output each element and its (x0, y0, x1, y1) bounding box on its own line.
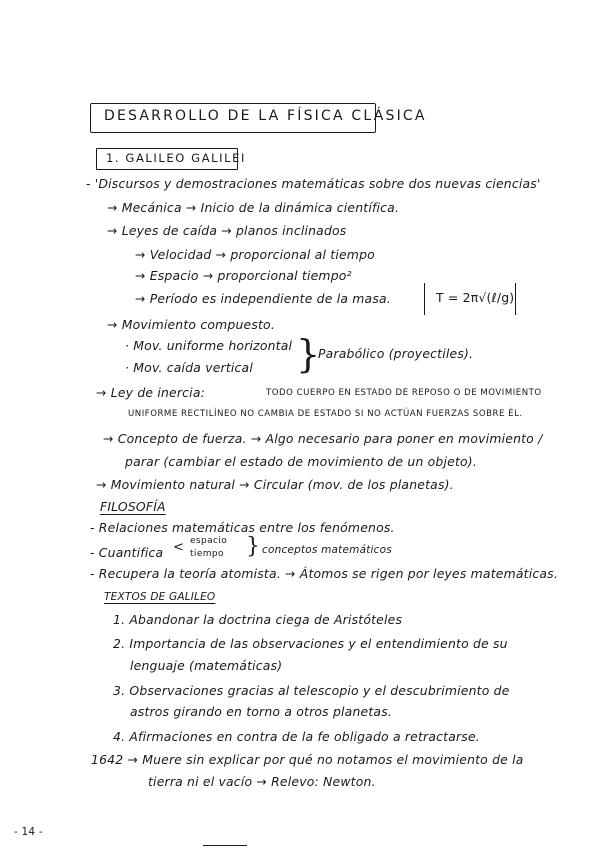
line-discursos: - 'Discursos y demostraciones matemáticas sobre dos nuevas ciencias' (86, 176, 541, 191)
line-relaciones: - Relaciones matemáticas entre los fenómenos. (90, 520, 395, 535)
page-number: - 14 - (14, 826, 43, 838)
line-recupera: - Recupera la teoría atomista. → Átomos se rigen por leyes matemáticas. (90, 566, 558, 581)
line-inercia-2: UNIFORME RECTILÍNEO NO CAMBIA DE ESTADO SI NO ACTÚAN FUERZAS SOBRE ÉL. (128, 409, 523, 419)
line-fuerza-2: parar (cambiar el estado de movimiento de un objeto). (125, 454, 477, 469)
line-mecanica: → Mecánica → Inicio de la dinámica científica. (107, 200, 400, 215)
line-velocidad: → Velocidad → proporcional al tiempo (135, 247, 375, 262)
line-movimiento-compuesto: → Movimiento compuesto. (107, 317, 275, 332)
line-1642a: 1642 → Muere sin explicar por qué no notamos el movimiento de la (91, 752, 524, 767)
pendulum-formula: T = 2π√(ℓ/g) (436, 290, 515, 305)
section-heading-galileo: 1. GALILEO GALILEI (106, 151, 247, 165)
less-than-brace: < (173, 540, 185, 555)
line-texto-2a: 2. Importancia de las observaciones y el entendimiento de su (113, 636, 508, 651)
label-tiempo: tiempo (190, 549, 224, 559)
heading-filosofia: FILOSOFÍA (100, 499, 166, 514)
line-texto-3a: 3. Observaciones gracias al telescopio y el descubrimiento de (113, 683, 510, 698)
line-mov-caida: · Mov. caída vertical (125, 360, 253, 375)
small-brace: } (246, 534, 260, 559)
line-cuantifica: - Cuantifica (90, 545, 164, 560)
line-texto-4: 4. Afirmaciones en contra de la fe obligado a retractarse. (113, 729, 480, 744)
line-movimiento-natural: → Movimiento natural → Circular (mov. de los planetas). (96, 477, 454, 492)
line-1642b: tierra ni el vacío → Relevo: Newton. (148, 774, 376, 789)
line-inercia-head: → Ley de inercia: (96, 385, 205, 400)
line-texto-1: 1. Abandonar la doctrina ciega de Aristóteles (113, 612, 403, 627)
line-parabolico: Parabólico (proyectiles). (318, 346, 474, 361)
line-mov-uniforme: · Mov. uniforme horizontal (125, 338, 293, 353)
line-inercia-1: TODO CUERPO EN ESTADO DE REPOSO O DE MOVIMIENTO (266, 388, 542, 398)
heading-textos: TEXTOS DE GALILEO (104, 591, 216, 603)
line-fuerza-1: → Concepto de fuerza. → Algo necesario para poner en movimiento / (103, 431, 543, 446)
page-title: DESARROLLO DE LA FÍSICA CLÁSICA (104, 108, 427, 124)
line-periodo: → Período es independiente de la masa. (135, 291, 391, 306)
line-conceptos: conceptos matemáticos (262, 544, 392, 556)
line-texto-3b: astros girando en torno a otros planetas. (130, 704, 392, 719)
line-espacio: → Espacio → proporcional tiempo² (135, 268, 352, 283)
curly-brace: } (296, 332, 321, 376)
footer-line (203, 845, 247, 846)
line-texto-2b: lenguaje (matemáticas) (130, 658, 283, 673)
label-espacio: espacio (190, 536, 228, 546)
line-leyes-caida: → Leyes de caída → planos inclinados (107, 223, 347, 238)
